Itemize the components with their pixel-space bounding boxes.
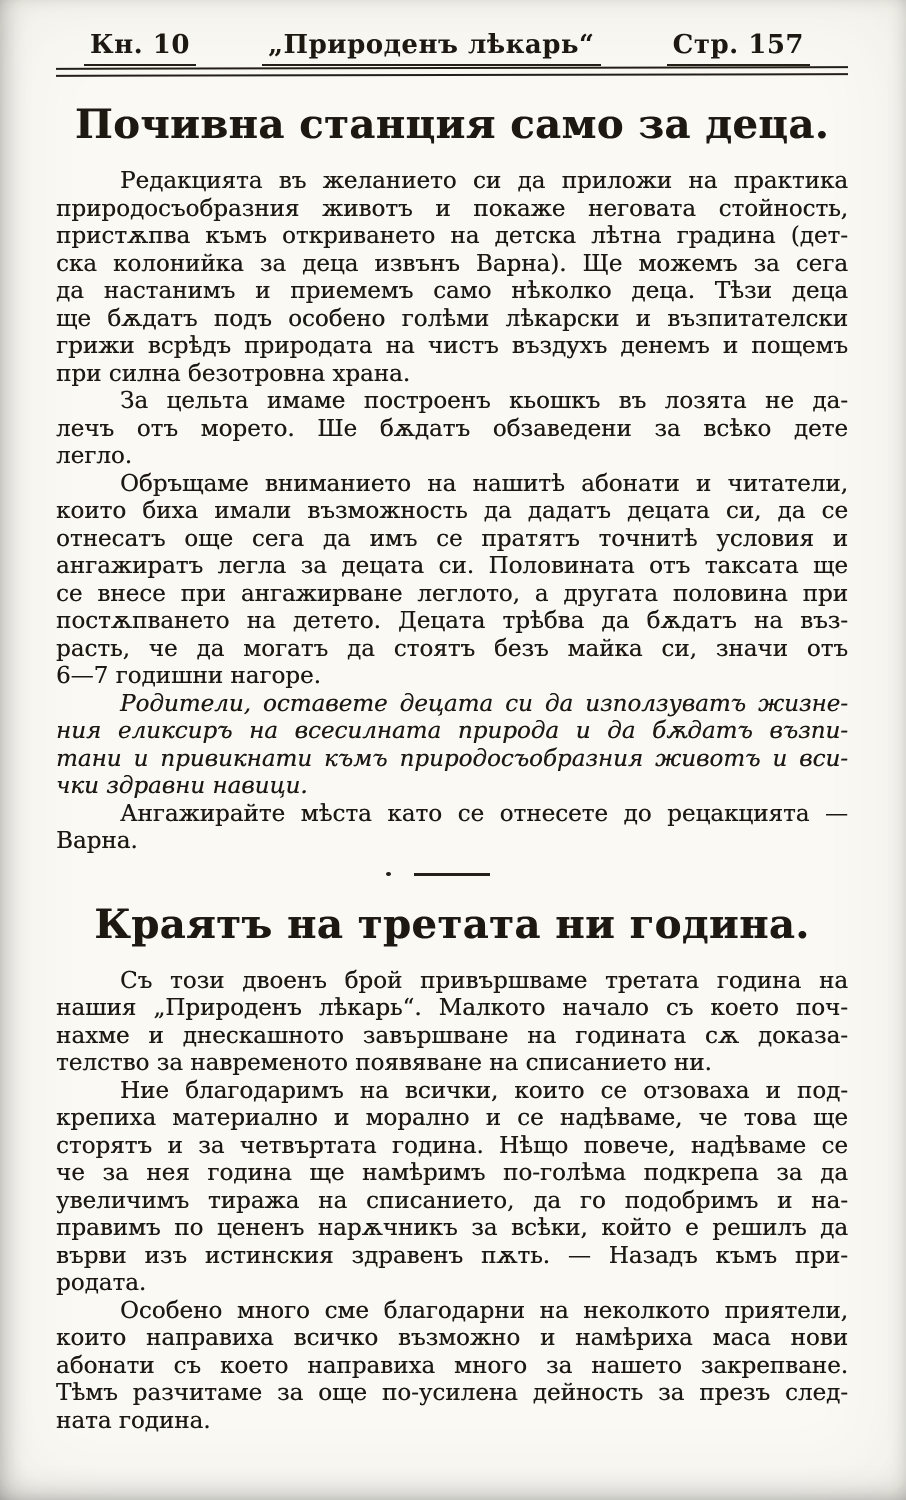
text-line: нахме и днескашното завършване на годината сѫ доказа-: [56, 1022, 848, 1049]
paragraph: [56, 471, 848, 691]
text-line: нашия „Природенъ лѣкарь“. Малкото начало съ което поч-: [56, 995, 848, 1021]
text-line: Ние благодаримъ на всички, които се отзоваха и под-: [120, 1077, 848, 1104]
text-line: ната година.: [56, 1407, 211, 1434]
paragraph: [56, 801, 848, 856]
text-line: Редакцията въ желанието си да приложи на практика: [120, 168, 848, 194]
text-line: чки здравни навици.: [56, 773, 308, 799]
paragraph: [56, 691, 848, 801]
paragraph: [56, 968, 848, 1078]
text-line: Варна.: [56, 828, 138, 854]
text-line: крепиха материално и морално и се надѣваме, че това ще: [56, 1105, 848, 1131]
divider-dot: [386, 872, 391, 876]
text-line: За цельта имаме построенъ кьошкъ въ лозята не да-: [120, 388, 848, 414]
text-line: Особено много сме благодарни на неколкото приятели,: [120, 1297, 848, 1324]
article-1-title: Почивна станция само за деца.: [74, 101, 830, 148]
text-line: върви изъ истинския здравенъ пѫть. — Назадъ къмъ при-: [56, 1242, 848, 1269]
article-2-body: [56, 968, 848, 1436]
page-number: Стр. 157: [667, 30, 810, 66]
text-line: родата.: [56, 1270, 147, 1296]
paragraph: [56, 1298, 848, 1436]
text-line: пристѫпва къмъ откриването на детска лѣтна градина (дет-: [56, 223, 848, 249]
text-line: Обръщаме вниманието на нашитѣ абонати и читатели,: [120, 470, 848, 497]
text-line: ния еликсиръ на всесилната природа и да бѫдатъ възпи-: [56, 718, 848, 744]
text-line: ангажиратъ легла за децата си. Половината отъ таксата ще: [56, 553, 848, 579]
text-line: телство за навременото появяване на списанието ни.: [56, 1050, 712, 1076]
text-line: при силна безотровна храна.: [56, 360, 411, 387]
text-line: Съ този двоенъ брой привършваме третата година на: [120, 967, 848, 994]
text-line: увеличимъ тиража на списанието, да го подобримъ и на-: [56, 1187, 848, 1214]
paragraph: [56, 1078, 848, 1298]
text-line: че за нея година ще намѣримъ по-голѣма подкрепа за да: [56, 1160, 848, 1186]
text-line: се внесе при ангажирване леглото, а другата половина при: [56, 580, 848, 607]
text-line: Родители, оставете децата си да използуватъ жизне-: [120, 690, 848, 717]
text-line: отнесатъ още сега да имъ се пратятъ точнитѣ условия и: [56, 525, 848, 552]
text-line: лечъ отъ морето. Ше бѫдатъ обзаведени за всѣко дете: [56, 415, 848, 442]
text-line: Ангажирайте мѣста като се отнесете до рецакцията —: [120, 800, 848, 827]
text-line: които биха имали възможность да дадатъ децата си, да се: [56, 498, 848, 524]
journal-title: „Природенъ лѣкарь“: [262, 30, 600, 66]
page-header: [56, 30, 848, 66]
text-line: расть, че да могатъ да стоятъ безъ майка си, значи отъ: [56, 635, 848, 662]
text-line: сторятъ и за четвъртата година. Нѣщо повече, надѣваме се: [56, 1132, 848, 1159]
article-1-body: [56, 168, 848, 856]
text-line: постѫпването на детето. Децата трѣбва да бѫдатъ на въз-: [56, 608, 848, 634]
article-2-title: Краятъ на третата ни година.: [94, 900, 810, 948]
section-divider: [414, 873, 490, 876]
text-line: легло.: [56, 443, 133, 469]
text-line: които направиха всичко възможно и намѣриха маса нови: [56, 1325, 848, 1351]
text-line: грижи всрѣдъ природата на чистъ въздухъ денемъ и пощемъ: [56, 333, 848, 359]
paragraph: [56, 388, 848, 471]
text-line: природосъобразния животъ и покаже неговата стойность,: [56, 195, 848, 222]
header-rule: [56, 66, 848, 77]
text-line: правимъ по цененъ нарѫчникъ за всѣки, който е решилъ да: [56, 1215, 848, 1241]
text-line: абонати съ което направиха много за нашето закрепване.: [56, 1352, 848, 1379]
issue-number: Кн. 10: [84, 30, 196, 66]
text-line: да настанимъ и приемемъ само нѣколко деца. Тѣзи деца: [56, 278, 848, 304]
text-line: ще бѫдатъ подъ особено голѣми лѣкарски и възпитателски: [56, 305, 848, 332]
text-line: ска колонийка за деца извънъ Варна). Ще можемъ за сега: [56, 250, 848, 277]
text-line: тани и привикнати къмъ природосъобразния животъ и вси-: [56, 745, 848, 772]
paragraph: [56, 168, 848, 388]
text-line: Тѣмъ разчитаме за още по-усилена дейность за презъ след-: [56, 1380, 848, 1406]
text-line: 6—7 годишни нагоре.: [56, 663, 321, 689]
